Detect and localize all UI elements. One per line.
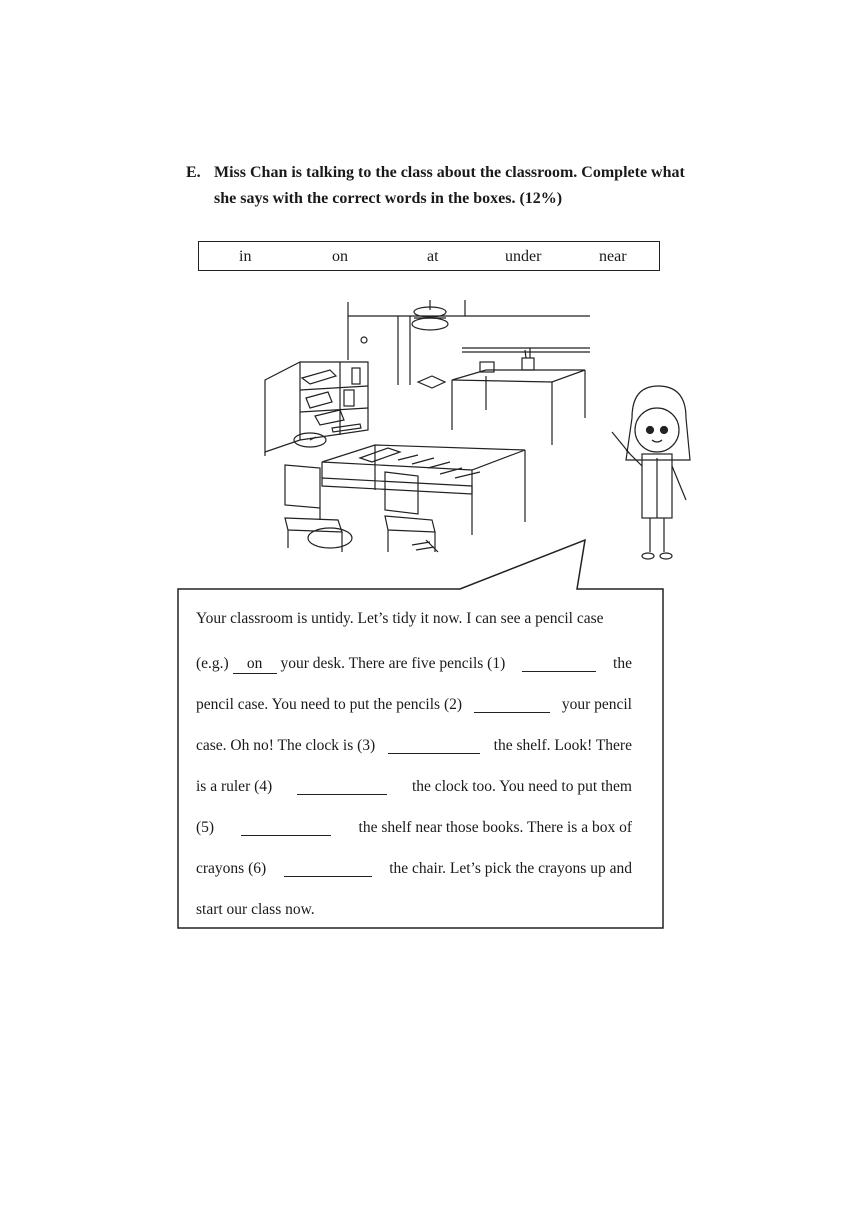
passage-text: the chair. Let’s pick the crayons up and [389,860,632,877]
teacher-icon [612,386,690,559]
blank-5[interactable] [241,819,331,836]
blank-3[interactable] [388,737,480,754]
example-answer: on [233,655,277,674]
passage-text: your pencil [561,696,632,713]
word-option: in [239,248,252,265]
passage-text: your desk. There are five pencils (1) [280,655,506,672]
passage-line-2 [196,655,632,674]
passage-line-5 [196,778,632,796]
passage-text: the clock too. You need to put them [412,778,632,795]
question-letter: E. [186,164,201,181]
passage-text: Your classroom is untidy. Let’s tidy it now. I can see a pencil case [196,610,604,627]
word-option: near [599,248,627,265]
passage-text: case. Oh no! The clock is (3) [196,737,376,754]
passage-line-6 [196,819,632,837]
passage-line-8 [196,901,632,919]
classroom-illustration [240,290,700,570]
example-label: (e.g.) [196,655,229,672]
passage-text: the shelf near those books. There is a box of [358,819,632,836]
passage-text: pencil case. You need to put the pencils (2) [196,696,463,713]
passage-text: (5) [196,819,215,836]
passage-line-1 [196,610,632,628]
passage-line-3 [196,696,632,714]
word-option: under [505,248,542,265]
blank-1[interactable] [522,655,596,672]
passage-text: the [613,655,632,672]
passage-line-7 [196,860,632,878]
word-option: on [332,248,348,265]
passage-text: crayons (6) [196,860,267,877]
passage-line-4 [196,737,632,755]
blank-4[interactable] [297,778,387,795]
classroom-scene-icon [265,300,590,552]
instruction-line-1: Miss Chan is talking to the class about the classroom. Complete what [214,164,685,181]
passage-text: is a ruler (4) [196,778,273,795]
blank-6[interactable] [284,860,372,877]
passage-text: start our class now. [196,901,315,918]
blank-2[interactable] [474,696,550,713]
instruction-line-2: she says with the correct words in the boxes. (12%) [214,190,563,207]
passage-text [196,655,505,674]
passage-text: the shelf. Look! There [493,737,632,754]
word-option: at [427,248,439,265]
